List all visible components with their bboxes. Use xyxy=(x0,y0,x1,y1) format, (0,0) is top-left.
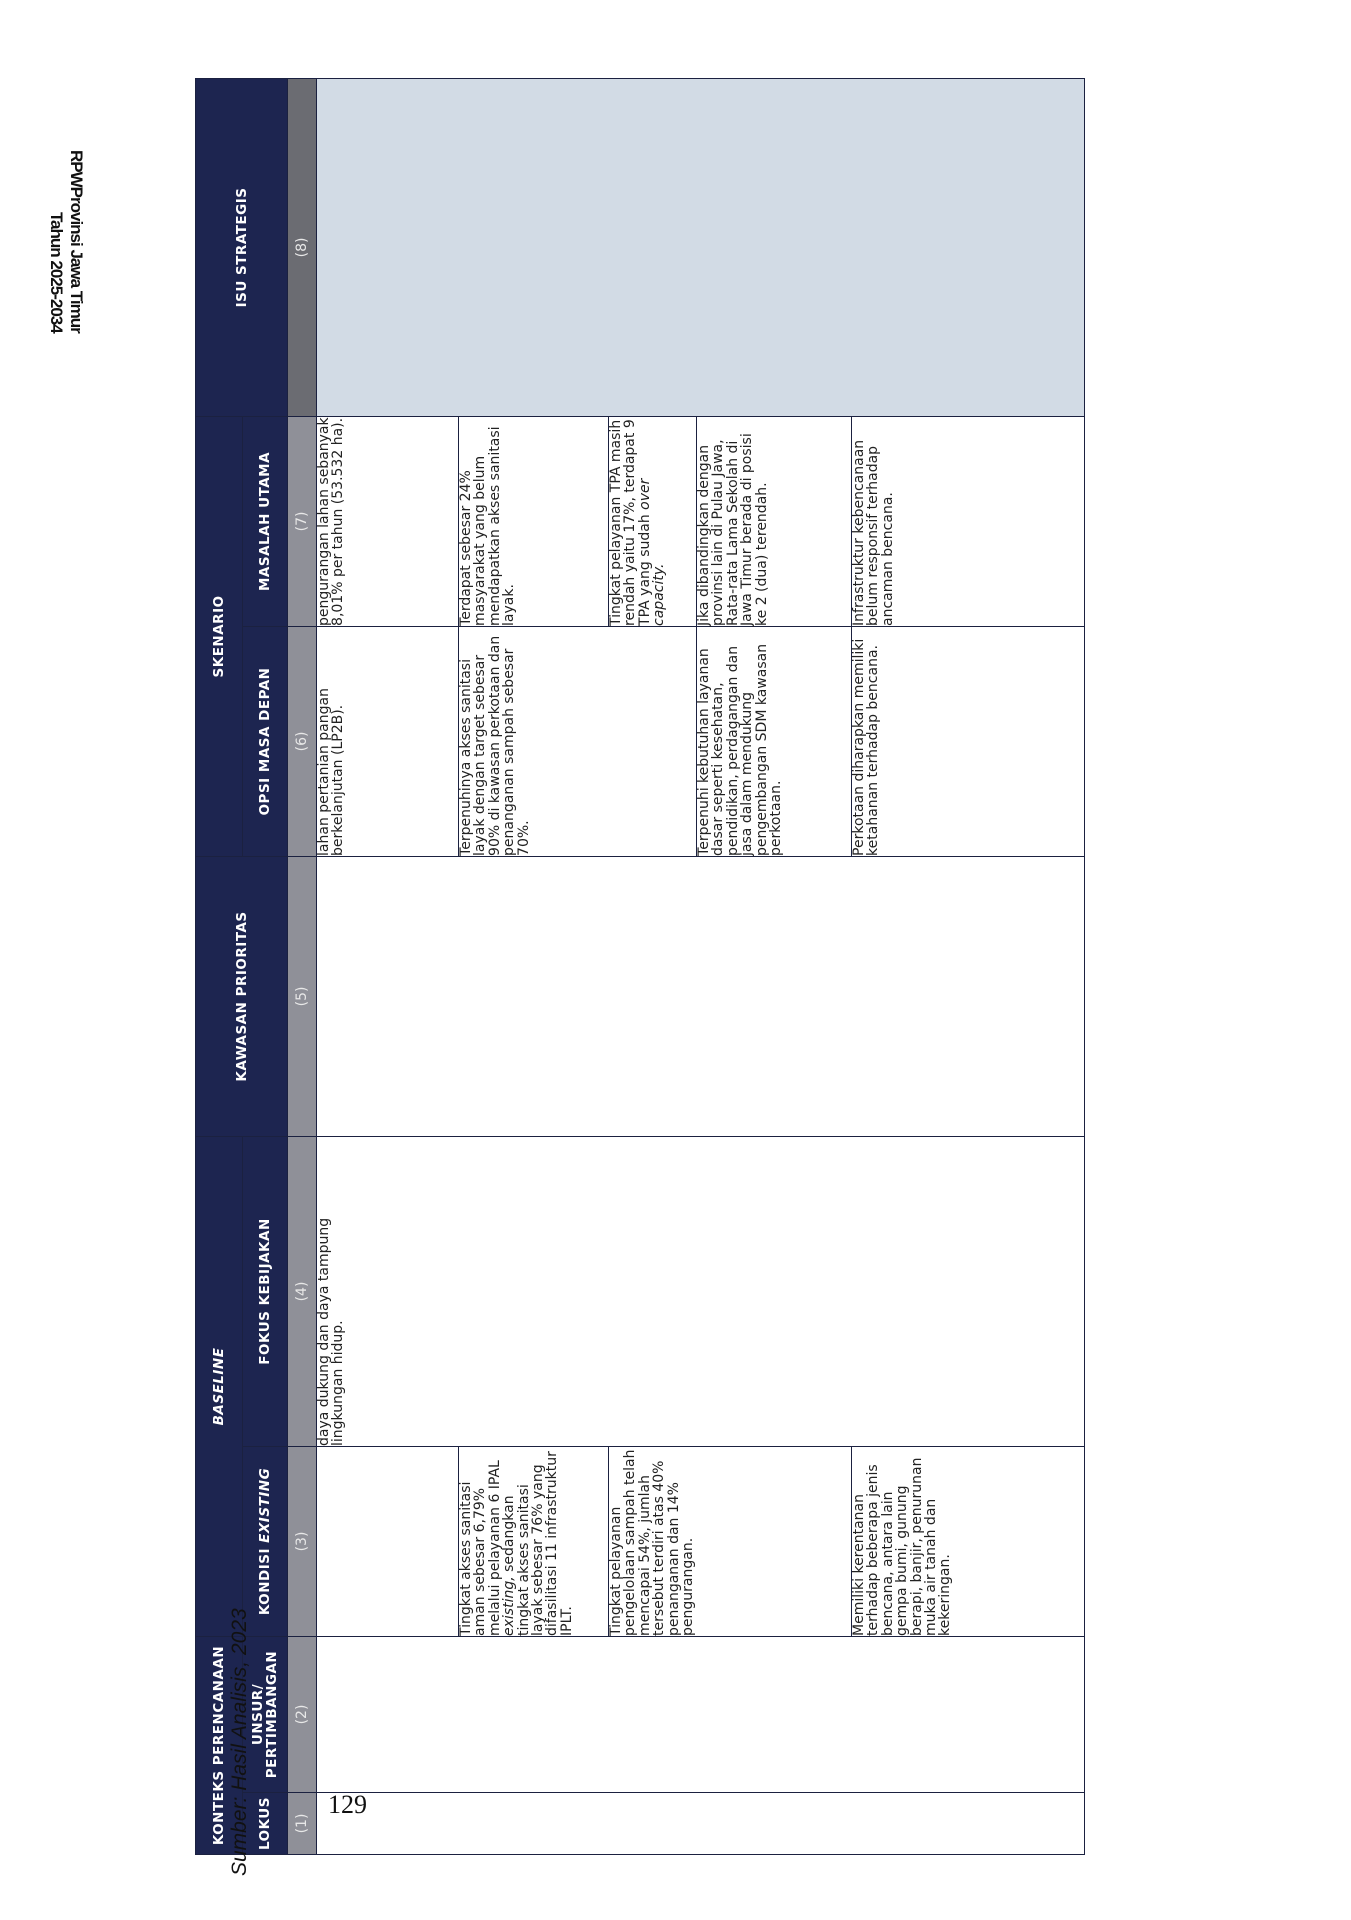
source-note: Sumber: Hasil Analisis, 2023 xyxy=(228,1608,251,1876)
masalah-utama-header: MASALAH UTAMA xyxy=(243,416,288,626)
masalah-cell: Infrastruktur kebencanaan belum responsif terhadap ancaman bencana. xyxy=(852,416,1085,626)
masalah-cell: Terdapat sebesar 24% masyarakat yang belum mendapatkan akses sanitasi layak. xyxy=(459,416,609,626)
kawasan-prioritas-header: KAWASAN PRIORITAS xyxy=(196,856,288,1136)
strategic-issues-table xyxy=(195,78,1085,1855)
opsi-cell: Perkotaan diharapkan memiliki ketahanan terhadap bencana. xyxy=(852,626,1085,856)
column-number: (8) xyxy=(288,78,317,416)
column-number: (5) xyxy=(288,856,317,1136)
fokus-kebijakan-cell: daya dukung dan daya tampung lingkungan hidup. xyxy=(317,1136,1085,1446)
document-running-header xyxy=(46,150,86,333)
column-number: (4) xyxy=(288,1136,317,1446)
unsur-cell xyxy=(317,1636,1085,1792)
existing-header-text: EXISTING xyxy=(257,1467,273,1543)
column-number: (2) xyxy=(288,1636,317,1792)
kondisi-cell: Tingkat pelayanan pengelolaan sampah telah mencapai 54%, jumlah tersebut terdiri atas 40% penanganan dan 14% pengurangan. xyxy=(609,1446,852,1636)
opsi-masa-depan-header: OPSI MASA DEPAN xyxy=(243,626,288,856)
kondisi-cell xyxy=(459,1446,609,1636)
page-number: 129 xyxy=(328,1790,367,1819)
baseline-header: BASELINE xyxy=(196,1136,243,1636)
masalah-cell: pengurangan lahan sebanyak 8,01% per tahun (53.532 ha). xyxy=(317,416,459,626)
column-number: (6) xyxy=(288,626,317,856)
kondisi-text-italic: existing, xyxy=(501,1576,518,1636)
column-number: (7) xyxy=(288,416,317,626)
masalah-cell: Jika dibandingkan dengan provinsi lain di Pulau Jawa, Rata-rata Lama Sekolah di Jawa Timur berada di posisi ke 2 (dua) terendah. xyxy=(697,416,852,626)
isu-strategis-cell xyxy=(317,78,1085,416)
skenario-header: SKENARIO xyxy=(196,416,243,856)
kawasan-prioritas-cell xyxy=(317,856,1085,1136)
lokus-cell xyxy=(317,1793,1085,1855)
rotated-table-wrapper xyxy=(195,79,1085,1855)
column-number: (3) xyxy=(288,1446,317,1636)
group-header-row xyxy=(196,78,243,1854)
konteks-perencanaan-header: KONTEKS PERENCANAAN xyxy=(196,1636,243,1854)
column-number: (1) xyxy=(288,1793,317,1855)
document-period: Tahun 2025-2034 xyxy=(47,211,66,333)
kondisi-cell xyxy=(317,1446,459,1636)
opsi-cell: Terpenuhinya akses sanitasi layak dengan target sebesar 90% di kawasan perkotaan dan penanganan sampah sebesar 70%. xyxy=(459,626,697,856)
table-row xyxy=(317,78,459,1854)
unsur-pertimbangan-header: UNSUR/ PERTIMBANGAN xyxy=(243,1636,288,1792)
masalah-text: Tingkat pelayanan TPA masih rendah yaitu 17%, terdapat 9 TPA yang sudah xyxy=(608,414,653,626)
kondisi-header-text: KONDISI xyxy=(257,1542,273,1616)
opsi-cell: lahan pertanian pangan berkelanjutan (LP2B). xyxy=(317,626,459,856)
opsi-cell: Terpenuhi kebutuhan layanan dasar seperti kesehatan, pendidikan, perdagangan dan jasa dalam mendukung pengembangan SDM kawasan perkotaan. xyxy=(697,626,852,856)
document-title: RPWProvinsi Jawa Timur xyxy=(67,150,86,333)
masalah-text-italic: over capacity. xyxy=(636,474,668,626)
kondisi-text: sedangkan tingkat akses sanitasi layak sebesar 76% yang difasilitasi 11 infrastruktur IPLT. xyxy=(501,1446,575,1636)
lokus-header: LOKUS xyxy=(243,1793,288,1855)
fokus-kebijakan-header: FOKUS KEBIJAKAN xyxy=(243,1136,288,1446)
column-number-row xyxy=(288,78,317,1854)
kondisi-text: Tingkat akses sanitasi aman sebesar 6,79% melalui pelayanan 6 IPAL xyxy=(458,1455,503,1636)
kondisi-cell: Memiliki kerentanan terhadap beberapa jenis bencana, antara lain gempa bumi, gunung berapi, banjir, penurunan muka air tanah dan kekeringan. xyxy=(852,1446,1085,1636)
isu-strategis-header: ISU STRATEGIS xyxy=(196,78,288,416)
masalah-cell xyxy=(609,416,697,626)
